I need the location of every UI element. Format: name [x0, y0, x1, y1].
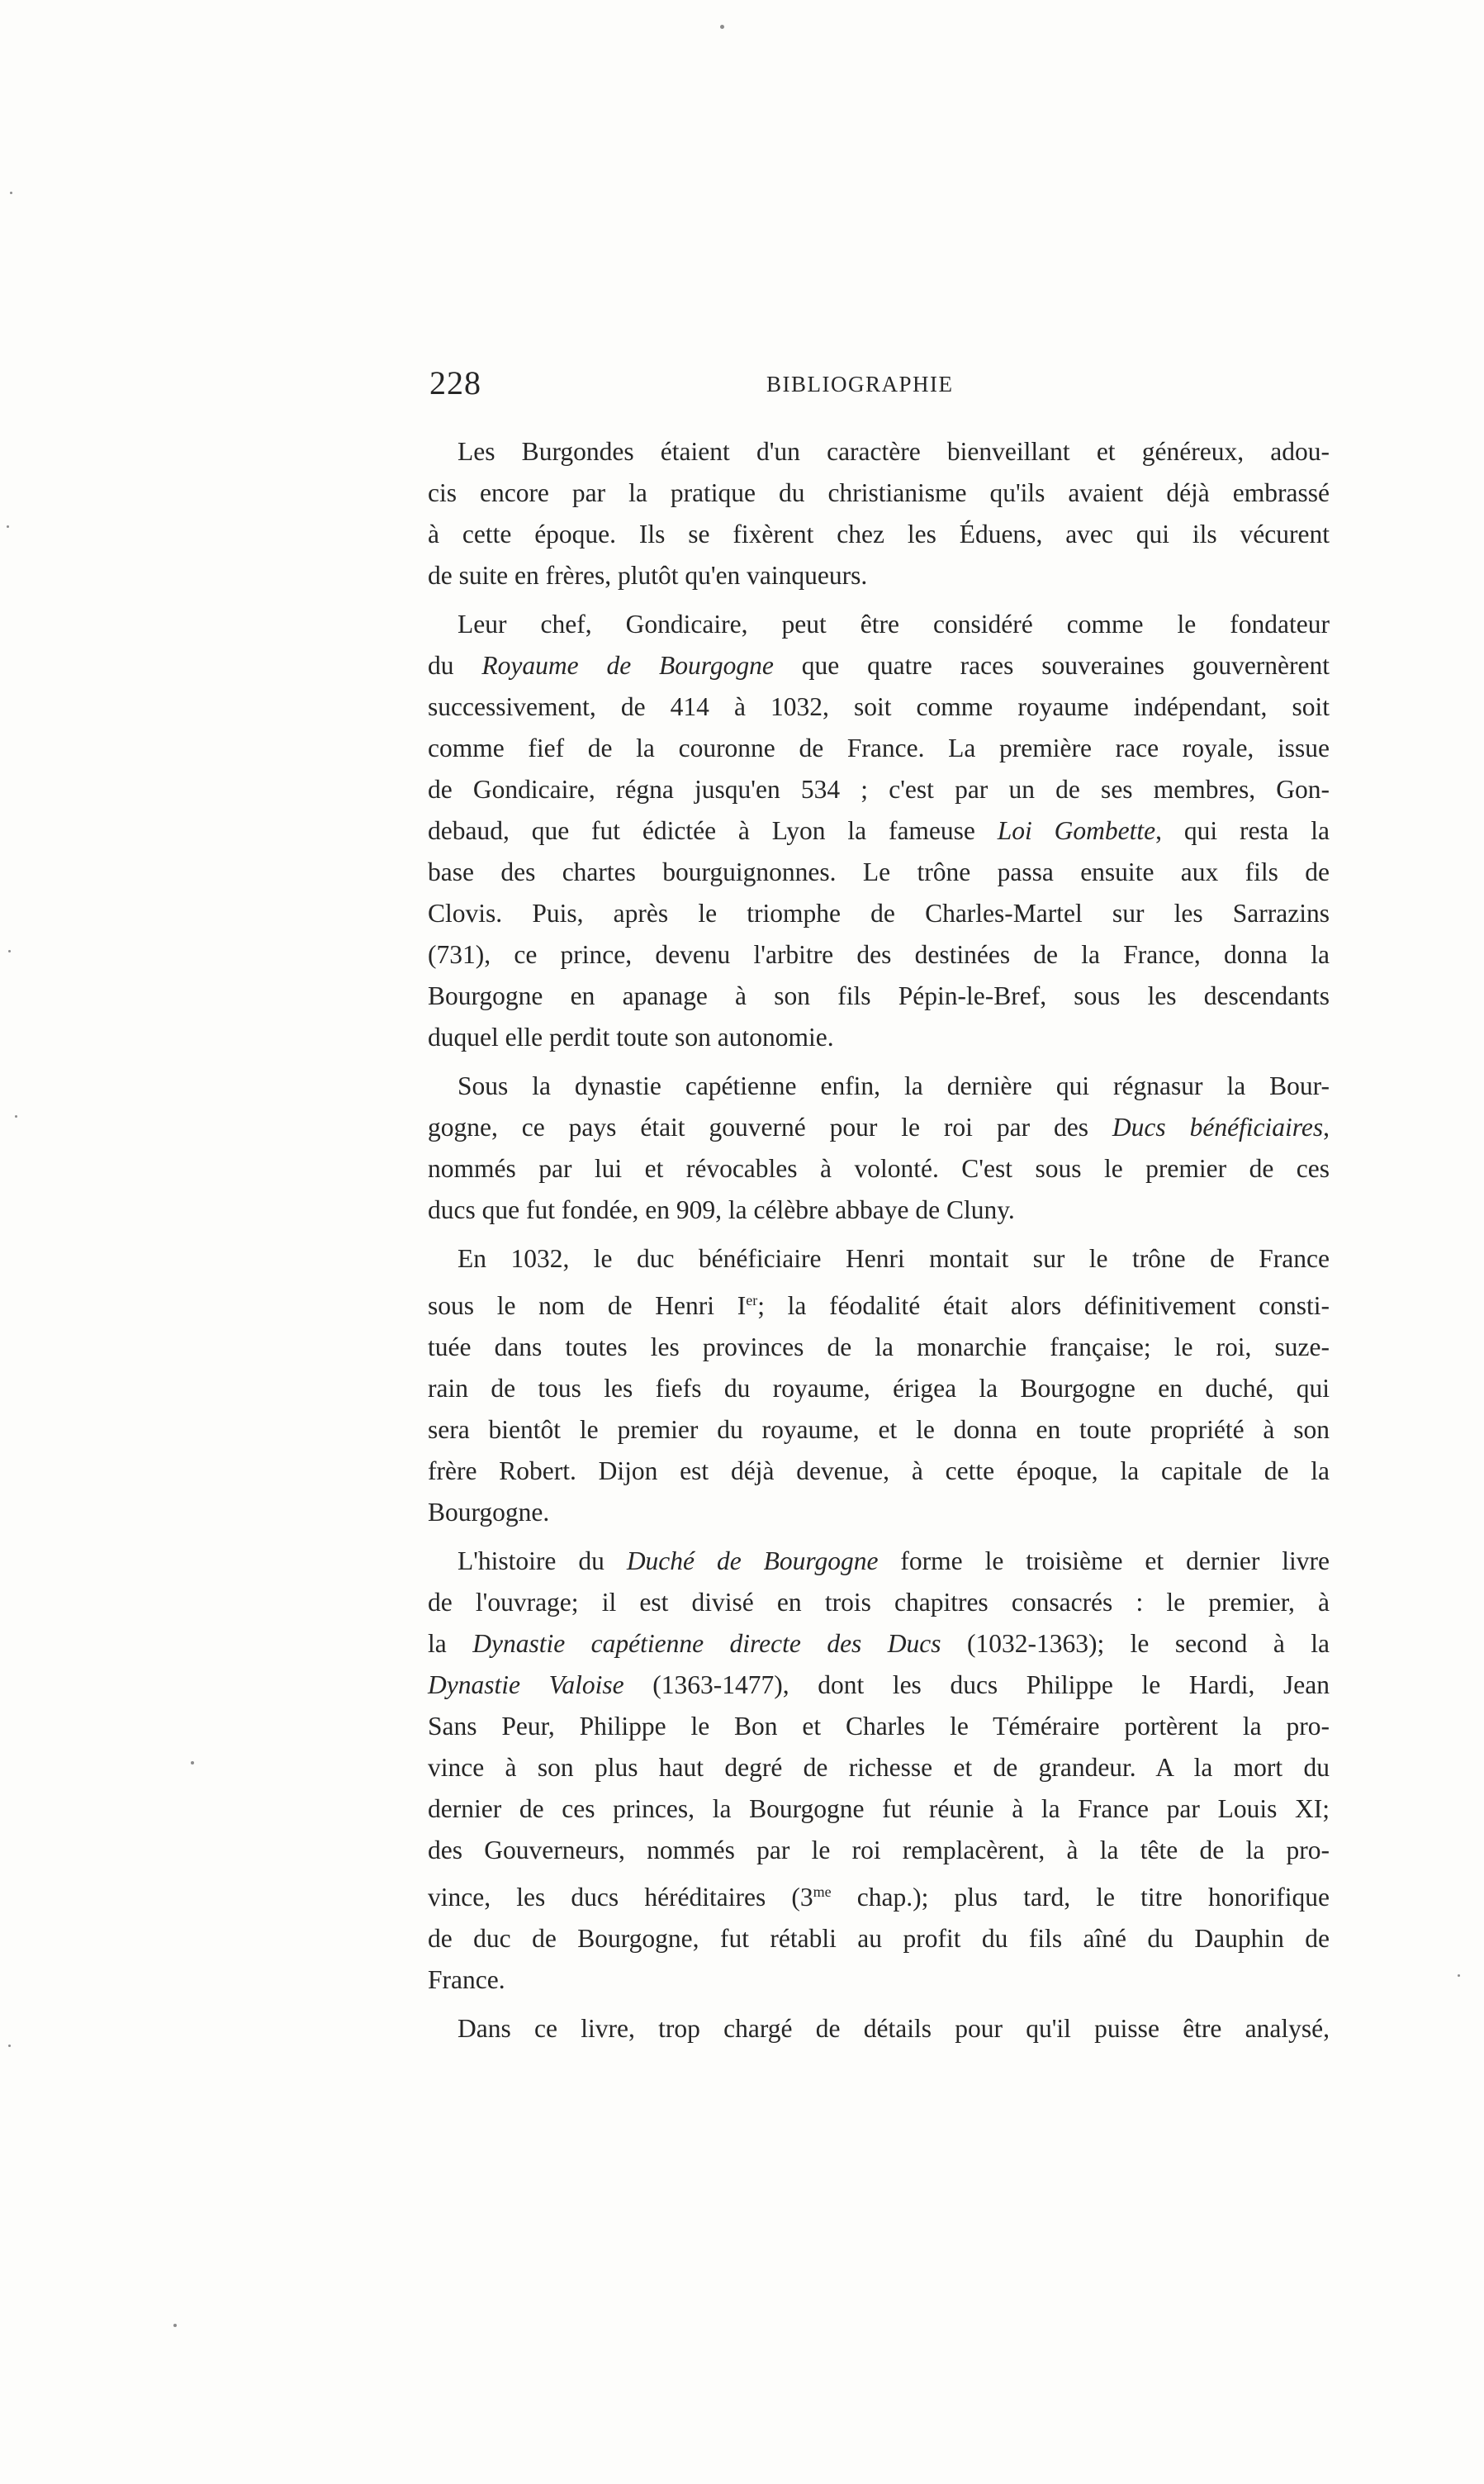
text-line: frère Robert. Dijon est déjà devenue, à cette époque, la capitale de la — [428, 1456, 1330, 1485]
speck — [8, 950, 11, 952]
text-line: (731), ce prince, devenu l'arbitre des destinées de la France, donna la — [428, 940, 1330, 969]
speck — [720, 25, 724, 29]
text-line: comme fief de la couronne de France. La première race royale, issue — [428, 734, 1330, 762]
text-line: tuée dans toutes les provinces de la monarchie française; le roi, suze- — [428, 1332, 1330, 1361]
speck — [1458, 1974, 1460, 1977]
text-line: dernier de ces princes, la Bourgogne fut réunie à la France par Louis XI; — [428, 1794, 1330, 1823]
speck — [7, 525, 9, 528]
italic-title: Duché de Bourgogne — [626, 1546, 879, 1575]
text-line — [428, 1665, 1330, 1706]
text-line: de suite en frères, plutôt qu'en vainqueurs. — [428, 561, 868, 590]
text-line — [428, 810, 1330, 852]
italic-title: Ducs bénéficiaires — [1112, 1113, 1324, 1142]
text-line: En 1032, le duc bénéficiaire Henri montait sur le trône de France — [458, 1244, 1330, 1273]
page-number: 228 — [429, 364, 481, 401]
text-run: que quatre races souveraines gouvernèrent — [773, 651, 1330, 680]
text-line: Sans Peur, Philippe le Bon et Charles le Téméraire portèrent la pro- — [428, 1712, 1330, 1741]
text-run: du — [428, 651, 482, 680]
text-line: Clovis. Puis, après le triomphe de Charles-Martel sur les Sarrazins — [428, 899, 1330, 928]
text-line: Leur chef, Gondicaire, peut être considéré comme le fondateur — [458, 610, 1330, 639]
text-run: ; la féodalité était alors définitivement consti- — [757, 1291, 1330, 1320]
paragraph-2 — [428, 604, 1330, 1058]
text-line: nommés par lui et révocables à volonté. C'est sous le premier de ces — [428, 1154, 1330, 1183]
text-line: à cette époque. Ils se fixèrent chez les Éduens, avec qui ils vécurent — [428, 520, 1330, 549]
text-run: gogne, ce pays était gouverné pour le roi par des — [428, 1113, 1112, 1142]
text-line — [428, 1107, 1330, 1148]
text-run: la — [428, 1629, 473, 1658]
superscript: me — [813, 1883, 832, 1900]
book-page — [428, 363, 1330, 2057]
running-head — [428, 363, 1330, 413]
text-line: ducs que fut fondée, en 909, la célèbre abbaye de Cluny. — [428, 1195, 1015, 1224]
italic-title: Royaume de Bourgogne — [481, 651, 774, 680]
paragraph-6 — [428, 2008, 1330, 2049]
text-run: , — [1323, 1113, 1330, 1142]
text-line: Sous la dynastie capétienne enfin, la dernière qui régnasur la Bour- — [458, 1071, 1330, 1100]
text-run: debaud, que fut édictée à Lyon la fameuse — [428, 816, 998, 845]
text-line — [428, 1871, 1330, 1918]
text-line: Bourgogne en apanage à son fils Pépin-le-Bref, sous les descendants — [428, 981, 1330, 1010]
speck — [8, 2045, 11, 2047]
text-line — [428, 1541, 1330, 1582]
paragraph-3 — [428, 1066, 1330, 1231]
text-run: (1032-1363); le second à la — [941, 1629, 1330, 1658]
text-run: (1363-1477), dont les ducs Philippe le Hardi, Jean — [623, 1670, 1330, 1699]
paragraph-1 — [428, 431, 1330, 596]
text-run: vince, les ducs héréditaires (3 — [428, 1883, 813, 1912]
text-line: rain de tous les fiefs du royaume, érigea la Bourgogne en duché, qui — [428, 1374, 1330, 1403]
text-line: base des chartes bourguignonnes. Le trône passa ensuite aux fils de — [428, 857, 1330, 886]
text-run: chap.); plus tard, le titre honorifique — [831, 1883, 1330, 1912]
text-line: des Gouverneurs, nommés par le roi remplacèrent, à la tête de la pro- — [428, 1836, 1330, 1864]
text-run: L'histoire du — [458, 1546, 627, 1575]
text-line: de duc de Bourgogne, fut rétabli au profit du fils aîné du Dauphin de — [428, 1924, 1330, 1953]
text-line: Bourgogne. — [428, 1498, 550, 1527]
text-line: de l'ouvrage; il est divisé en trois chapitres consacrés : le premier, à — [428, 1588, 1330, 1617]
speck — [173, 2324, 177, 2327]
speck — [15, 1115, 17, 1118]
speck — [191, 1761, 194, 1764]
text-line: vince à son plus haut degré de richesse et de grandeur. A la mort du — [428, 1753, 1330, 1782]
speck — [10, 192, 12, 194]
text-line: Dans ce livre, trop chargé de détails pour qu'il puisse être analysé, — [458, 2014, 1330, 2043]
paragraph-4 — [428, 1238, 1330, 1533]
italic-title: Dynastie Valoise — [428, 1670, 624, 1699]
italic-title: Loi Gombette — [997, 816, 1156, 845]
running-title: BIBLIOGRAPHIE — [766, 372, 954, 397]
text-line — [428, 1280, 1330, 1327]
text-line: cis encore par la pratique du christianisme qu'ils avaient déjà embrassé — [428, 478, 1330, 507]
text-line — [428, 1623, 1330, 1665]
text-line: France. — [428, 1965, 505, 1994]
text-run: , qui resta la — [1155, 816, 1330, 845]
text-line: duquel elle perdit toute son autonomie. — [428, 1023, 834, 1052]
text-line: sera bientôt le premier du royaume, et le donna en toute propriété à son — [428, 1415, 1330, 1444]
paragraph-5 — [428, 1541, 1330, 2001]
italic-title: Dynastie capétienne directe des Ducs — [472, 1629, 941, 1658]
text-line — [428, 645, 1330, 686]
text-line: successivement, de 414 à 1032, soit comme royaume indépendant, soit — [428, 692, 1330, 721]
text-run: sous le nom de Henri I — [428, 1291, 747, 1320]
body-text — [428, 431, 1330, 2049]
text-run: forme le troisième et dernier livre — [878, 1546, 1330, 1575]
text-line: Les Burgondes étaient d'un caractère bienveillant et généreux, adou- — [458, 437, 1330, 466]
text-line: de Gondicaire, régna jusqu'en 534 ; c'est par un de ses membres, Gon- — [428, 775, 1330, 804]
superscript: er — [746, 1292, 758, 1308]
